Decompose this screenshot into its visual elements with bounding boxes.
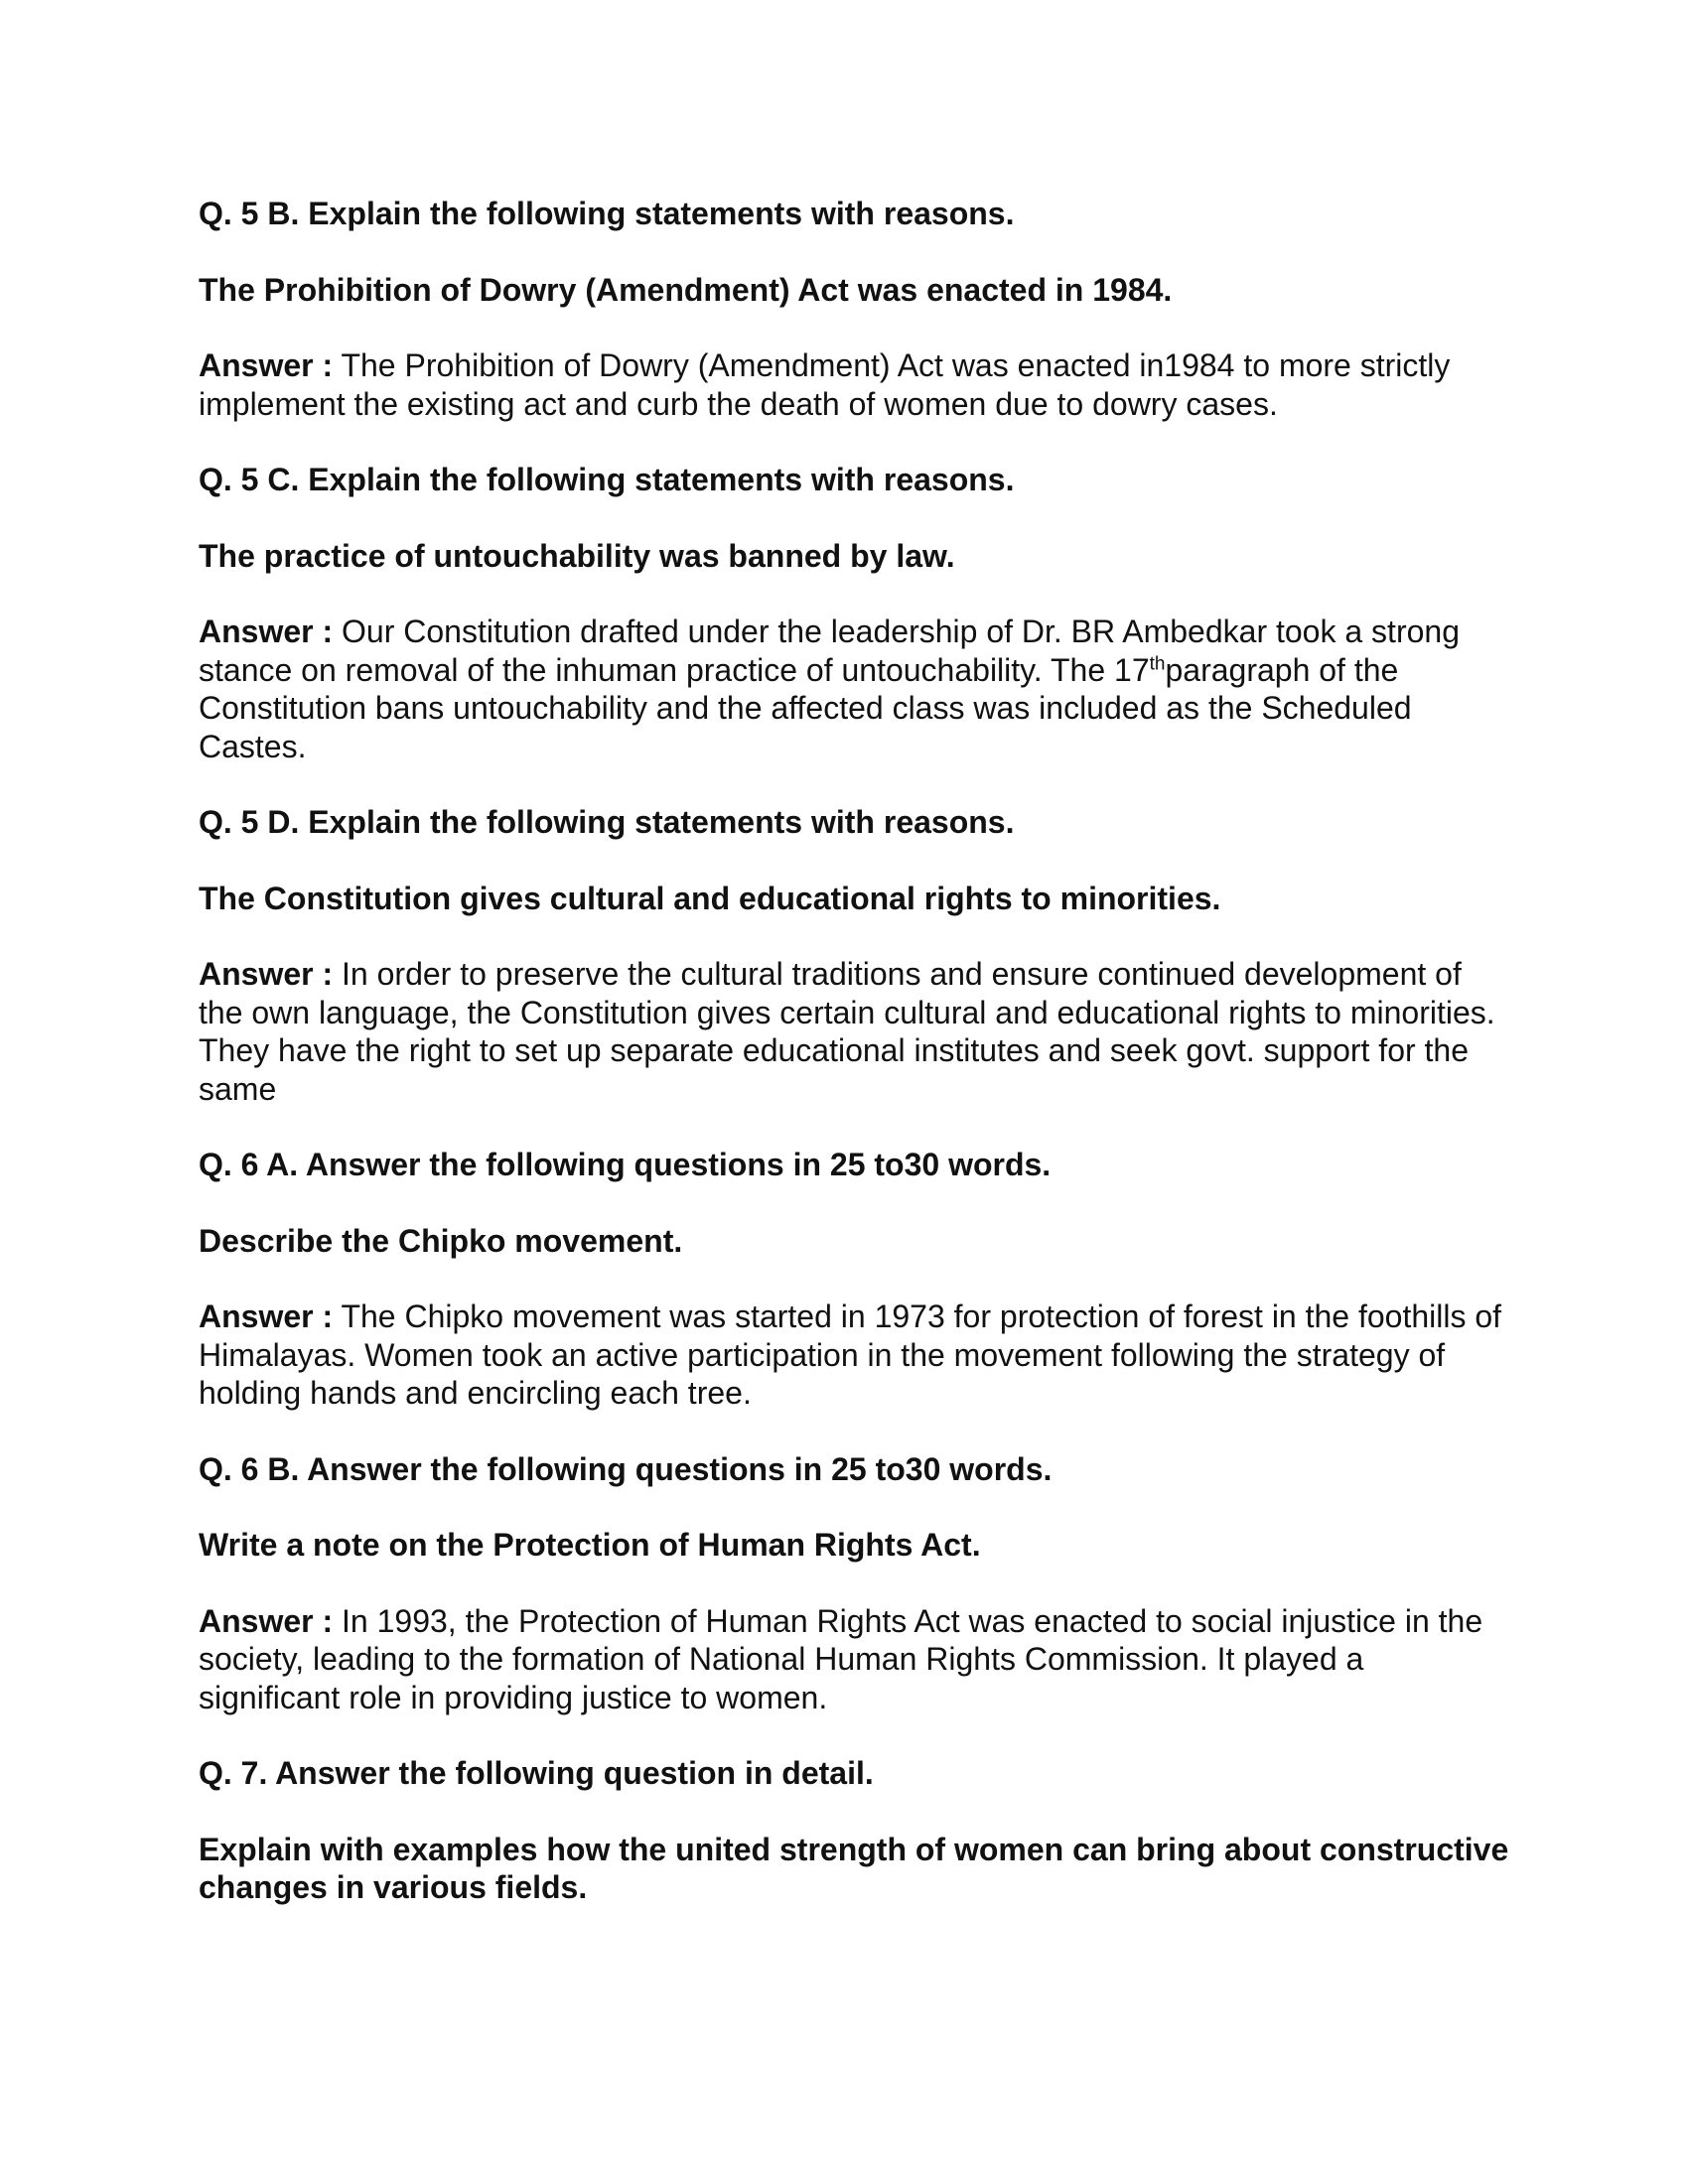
question-heading: Q. 7. Answer the following question in detail. bbox=[199, 1755, 874, 1791]
question-statement: The Prohibition of Dowry (Amendment) Act was enacted in 1984. bbox=[199, 271, 1173, 308]
answer-text: The Prohibition of Dowry (Amendment) Act was enacted in1984 to more strictly implement the existing act and curb the death of women due to dowry cases. bbox=[199, 347, 1451, 422]
answer-text-continued: paragraph of the Constitution bans untouchability and the affected class was included as the Scheduled Castes. bbox=[199, 651, 1412, 764]
answer-label: Answer : bbox=[199, 1298, 334, 1334]
answer-paragraph bbox=[199, 1602, 1509, 1717]
answer-text: The Chipko movement was started in 1973 for protection of forest in the foothills of Himalayas. Women took an active participation in the movement following the strategy of holding hands and encircling each tree. bbox=[199, 1298, 1502, 1411]
superscript-ordinal: th bbox=[1149, 652, 1166, 674]
answer-paragraph bbox=[199, 1297, 1509, 1413]
answer-text: In 1993, the Protection of Human Rights Act was enacted to social injustice in the society, leading to the formation of National Human Rights Commission. It played a significant role in providing justice to women. bbox=[199, 1602, 1483, 1715]
question-statement: Describe the Chipko movement. bbox=[199, 1222, 683, 1259]
answer-paragraph bbox=[199, 346, 1509, 423]
question-heading: Q. 6 A. Answer the following questions in 25 to30 words. bbox=[199, 1147, 1052, 1182]
question-heading: Q. 5 D. Explain the following statements with reasons. bbox=[199, 804, 1015, 840]
answer-paragraph bbox=[199, 955, 1509, 1108]
answer-text: Our Constitution drafted under the leadership of Dr. BR Ambedkar took a strong stance on removal of the inhuman practice of untouchability. The 17 bbox=[199, 614, 1460, 688]
answer-paragraph bbox=[199, 613, 1509, 765]
question-statement: Explain with examples how the united strength of women can bring about constructive changes in various fields. bbox=[199, 1831, 1509, 1905]
question-heading: Q. 5 B. Explain the following statements with reasons. bbox=[199, 196, 1015, 231]
question-heading: Q. 6 B. Answer the following questions in 25 to30 words. bbox=[199, 1450, 1053, 1487]
answer-text: In order to preserve the cultural traditions and ensure continued development of the own language, the Constitution gives certain cultural and educational rights to minorities. They have the right to set up separate educational institutes and seek govt. support for the same bbox=[199, 956, 1495, 1107]
document-content bbox=[199, 195, 1509, 1945]
question-heading: Q. 5 C. Explain the following statements with reasons. bbox=[199, 462, 1015, 497]
question-statement: The practice of untouchability was banned by law. bbox=[199, 537, 955, 574]
answer-label: Answer : bbox=[199, 956, 334, 992]
answer-label: Answer : bbox=[199, 347, 334, 383]
question-statement: The Constitution gives cultural and educational rights to minorities. bbox=[199, 880, 1221, 916]
answer-label: Answer : bbox=[199, 614, 334, 649]
question-statement: Write a note on the Protection of Human Rights Act. bbox=[199, 1527, 981, 1563]
answer-label: Answer : bbox=[199, 1602, 334, 1639]
